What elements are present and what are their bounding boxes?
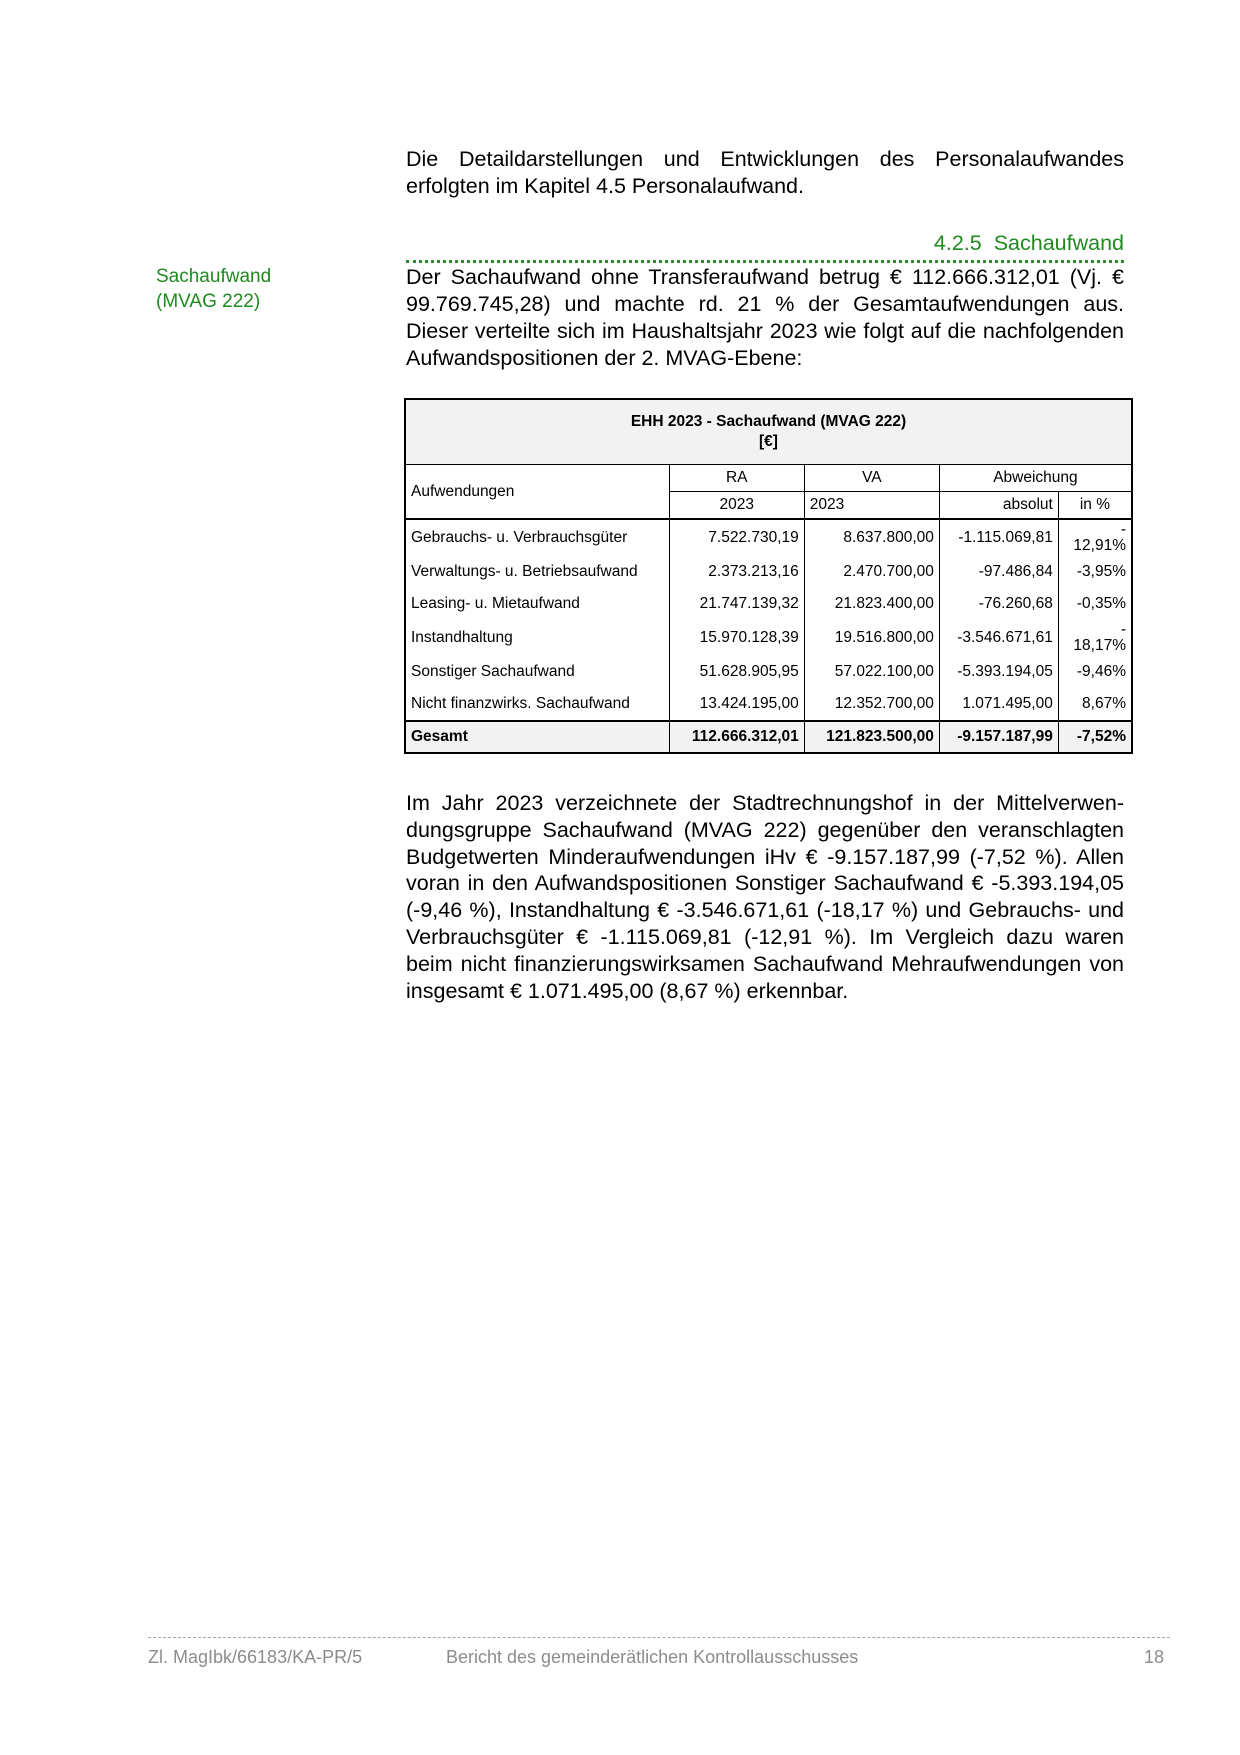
row-va: 19.516.800,00	[804, 620, 939, 656]
col-header-absolut: absolut	[939, 492, 1058, 520]
col-header-ra: RA	[669, 465, 804, 492]
row-ra: 7.522.730,19	[669, 519, 804, 556]
row-pct: 8,67%	[1058, 688, 1132, 721]
col-header-va: VA	[804, 465, 939, 492]
footer-page-number: 18	[1143, 1647, 1164, 1667]
col-header-in-pct: in %	[1058, 492, 1132, 520]
row-pct-sign: -	[1120, 521, 1126, 538]
footer-divider	[148, 1637, 1170, 1638]
table-total-row	[405, 721, 1132, 753]
table-row	[405, 656, 1132, 688]
row-abs: -3.546.671,61	[939, 620, 1058, 656]
row-abs: 1.071.495,00	[939, 688, 1058, 721]
total-ra: 112.666.312,01	[669, 721, 804, 753]
row-ra: 2.373.213,16	[669, 556, 804, 588]
row-label: Nicht finanzwirks. Sachaufwand	[405, 688, 669, 721]
row-pct: -3,95%	[1058, 556, 1132, 588]
total-abs: -9.157.187,99	[939, 721, 1058, 753]
paragraph-sachaufwand: Der Sachaufwand ohne Transferaufwand betrug € 112.666.312,01 (Vj. € 99.769.745,28) und machte rd. 21 % der Gesamtaufwendungen aus. Dieser verteilte sich im Haushaltsjahr 2023 wie folgt auf die nachfolgenden Aufwandspositionen der 2. MVAG-Ebene:	[406, 265, 1124, 370]
section-heading	[406, 230, 1124, 257]
paragraph-analysis: Im Jahr 2023 verzeichnete der Stadtrechnungshof in der Mittelverwendungsgruppe Sachaufwand (MVAG 222) gegenüber den veranschlagten Budgetwerten Minderaufwendungen iHv € -9.157.187,99 (-7,52 %). Allen voran in den Aufwandspositionen Sonstiger Sachaufwand € -5.393.194,05 (-9,46 %), Instandhaltung € -3.546.671,61 (-18,17 %) und Gebrauchs- und Verbrauchsgüter € -1.115.069,81 (-12,91 %). Im Vergleich dazu waren beim nicht finanzierungswirksamen Sachaufwand Mehraufwendungen von insgesamt € 1.071.495,00 (8,67 %) erkennbar.	[406, 791, 1124, 1003]
row-abs: -1.115.069,81	[939, 519, 1058, 556]
total-pct: -7,52%	[1058, 721, 1132, 753]
section-number: 4.2.5	[933, 231, 982, 255]
row-ra: 21.747.139,32	[669, 588, 804, 620]
table-row	[405, 519, 1132, 556]
total-va: 121.823.500,00	[804, 721, 939, 753]
sachaufwand-table	[404, 398, 1133, 754]
row-pct-value: 12,91%	[1073, 537, 1126, 554]
row-va: 21.823.400,00	[804, 588, 939, 620]
row-label: Leasing- u. Mietaufwand	[405, 588, 669, 620]
row-ra: 13.424.195,00	[669, 688, 804, 721]
intro-paragraph: Die Detaildarstellungen und Entwicklungen des Personalaufwandes erfolgten im Kapitel 4.5 Personalaufwand.	[406, 147, 1124, 198]
table-title-line2: [€]	[759, 433, 778, 450]
col-header-ra-year: 2023	[669, 492, 804, 520]
table-title	[405, 399, 1132, 465]
table-row	[405, 588, 1132, 620]
footer-report-title: Bericht des gemeinderätlichen Kontrollausschusses	[446, 1647, 859, 1667]
section-title: Sachaufwand	[993, 231, 1124, 255]
row-abs: -97.486,84	[939, 556, 1058, 588]
row-pct	[1058, 519, 1132, 556]
row-pct-value: 18,17%	[1073, 637, 1126, 654]
row-pct: -0,35%	[1058, 588, 1132, 620]
margin-note-line1: Sachaufwand	[156, 266, 272, 287]
footer-reference: Zl. MagIbk/66183/KA-PR/5	[148, 1647, 363, 1667]
table-row	[405, 688, 1132, 721]
col-header-abweichung: Abweichung	[939, 465, 1132, 492]
row-abs: -5.393.194,05	[939, 656, 1058, 688]
row-label: Sonstiger Sachaufwand	[405, 656, 669, 688]
row-pct: -9,46%	[1058, 656, 1132, 688]
col-header-aufwendungen: Aufwendungen	[405, 465, 669, 520]
table-row	[405, 620, 1132, 656]
row-va: 2.470.700,00	[804, 556, 939, 588]
row-pct-sign: -	[1120, 621, 1126, 638]
row-va: 12.352.700,00	[804, 688, 939, 721]
row-ra: 51.628.905,95	[669, 656, 804, 688]
margin-note-line2: (MVAG 222)	[156, 291, 261, 312]
row-label: Verwaltungs- u. Betriebsaufwand	[405, 556, 669, 588]
section-divider	[406, 260, 1124, 263]
row-label: Gebrauchs- u. Verbrauchsgüter	[405, 519, 669, 556]
margin-note	[156, 264, 356, 314]
total-label: Gesamt	[405, 721, 669, 753]
row-va: 8.637.800,00	[804, 519, 939, 556]
row-abs: -76.260,68	[939, 588, 1058, 620]
col-header-va-year: 2023	[804, 492, 939, 520]
row-pct	[1058, 620, 1132, 656]
row-label: Instandhaltung	[405, 620, 669, 656]
row-ra: 15.970.128,39	[669, 620, 804, 656]
table-title-line1: EHH 2023 - Sachaufwand (MVAG 222)	[630, 413, 907, 430]
row-va: 57.022.100,00	[804, 656, 939, 688]
table-row	[405, 556, 1132, 588]
